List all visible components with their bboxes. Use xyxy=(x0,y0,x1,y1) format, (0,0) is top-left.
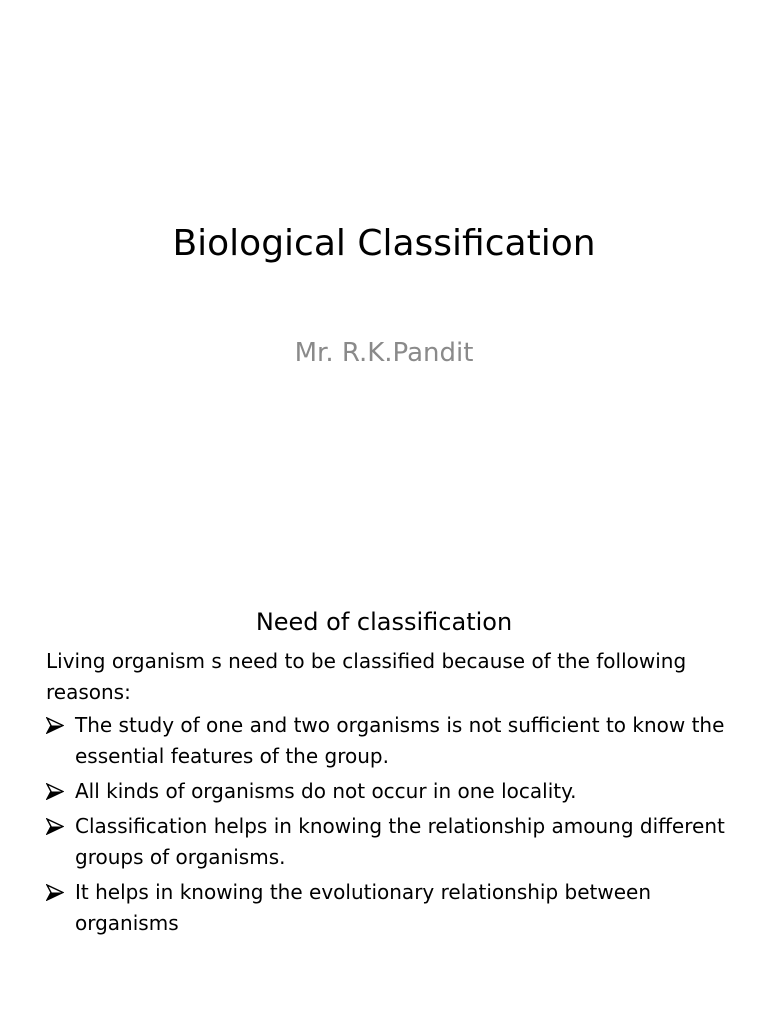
slide-title: Biological Classification xyxy=(172,223,596,264)
list-item xyxy=(46,710,736,772)
bullet-text: All kinds of organisms do not occur in one locality. xyxy=(75,779,577,803)
list-item xyxy=(46,877,736,939)
arrowhead-bullet-icon xyxy=(46,783,64,800)
content-slide xyxy=(0,512,768,1024)
bullet-text: Classification helps in knowing the relationship amoung different groups of organisms. xyxy=(75,814,725,869)
arrowhead-bullet-icon xyxy=(46,717,64,734)
bullet-text: The study of one and two organisms is not sufficient to know the essential features of the group. xyxy=(75,713,725,768)
list-item xyxy=(46,811,736,873)
intro-text: Living organism s need to be classified because of the following reasons: xyxy=(46,649,687,704)
slide-body xyxy=(46,646,736,943)
arrowhead-bullet-icon xyxy=(46,818,64,835)
list-item xyxy=(46,776,736,807)
arrowhead-bullet-icon xyxy=(46,884,64,901)
slide-heading: Need of classification xyxy=(255,608,513,636)
bullet-text: It helps in knowing the evolutionary relationship between organisms xyxy=(75,880,652,935)
slide-subtitle: Mr. R.K.Pandit xyxy=(294,338,474,368)
bullet-list xyxy=(46,710,736,939)
